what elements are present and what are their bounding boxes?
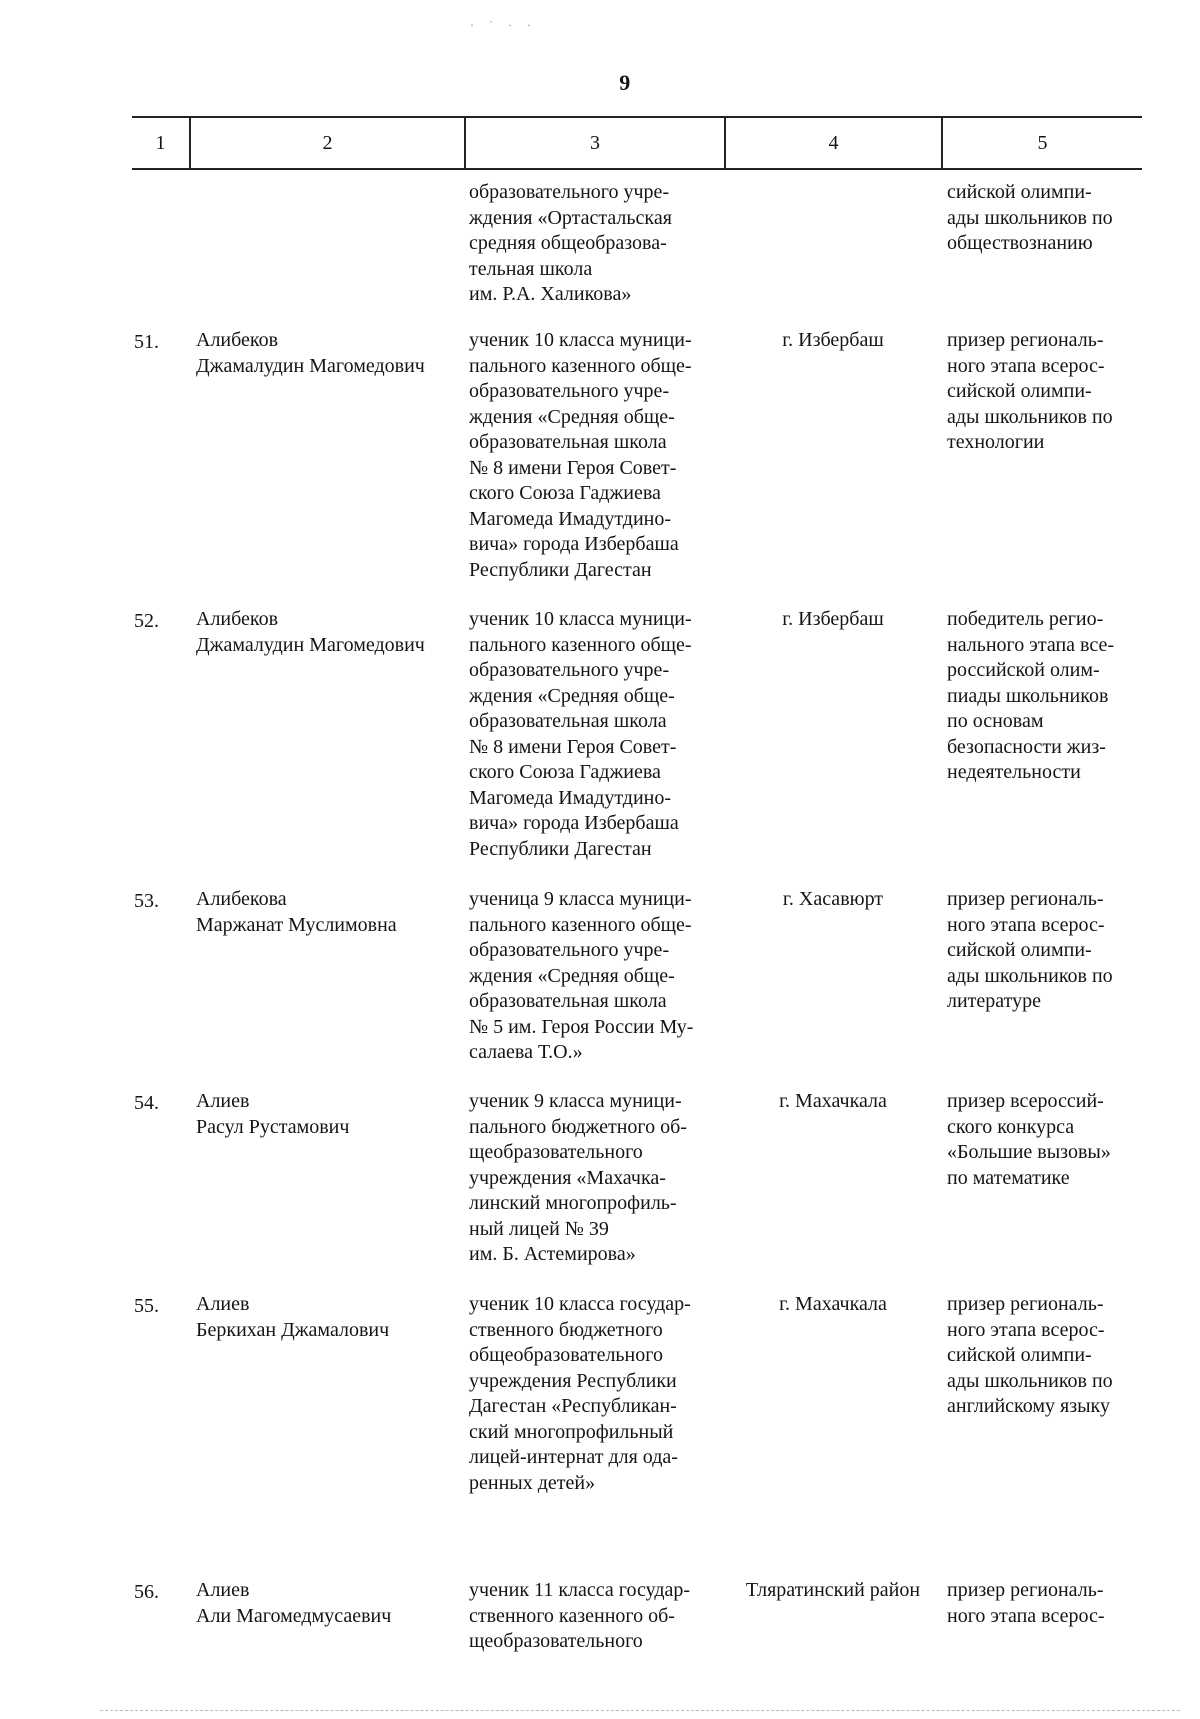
line: № 8 имени Героя Совет- (469, 735, 677, 758)
line: призер региональ- (947, 1293, 1104, 1315)
line: ученик 10 класса муници- (469, 608, 692, 630)
line: Магомеда Имадутдино- (469, 786, 672, 809)
line: по математике (947, 1166, 1070, 1189)
scan-specks: · ˙ · · (470, 18, 537, 32)
line: по основам (947, 710, 1044, 732)
organization (469, 607, 719, 862)
award (947, 328, 1138, 456)
line: сийской олимпи- (947, 1344, 1092, 1366)
line: ады школьников по (947, 1369, 1113, 1392)
line: ждения «Средняя обще- (469, 964, 675, 987)
line: ады школьников по (947, 964, 1113, 987)
line: ского конкурса (947, 1115, 1075, 1138)
organization (469, 1578, 719, 1655)
line: Джамалудин Магомедович (196, 633, 425, 656)
line: пального бюджетного об- (469, 1115, 687, 1138)
row-number: 55. (134, 1295, 159, 1317)
line: Республики Дагестан (469, 558, 652, 581)
line: обществознанию (947, 232, 1093, 254)
line: недеятельности (947, 761, 1081, 783)
row-number: 56. (134, 1581, 159, 1603)
line: ственного бюджетного (469, 1318, 663, 1341)
award (947, 607, 1138, 786)
location: г. Избербаш (782, 608, 884, 630)
location: г. Избербаш (782, 329, 884, 351)
line: английскому языку (947, 1395, 1110, 1417)
line: ный лицей № 39 (469, 1217, 609, 1240)
row-number: 51. (134, 331, 159, 353)
line: Магомеда Имадутдино- (469, 507, 672, 530)
line: Дагестан «Республикан- (469, 1395, 677, 1417)
line: ного этапа всерос- (947, 354, 1105, 377)
line: сийской олимпи- (947, 380, 1092, 402)
location: г. Махачкала (779, 1293, 887, 1315)
line: пального казенного обще- (469, 633, 692, 656)
line: образовательного учре- (469, 939, 670, 961)
line: ждения «Ортастальская (469, 206, 672, 229)
line: образовательного учре- (469, 380, 670, 402)
line: сийской олимпи- (947, 181, 1092, 203)
line: «Большие вызовы» (947, 1141, 1111, 1163)
line: ственного казенного об- (469, 1604, 675, 1627)
line: призер всероссий- (947, 1090, 1104, 1112)
line: ского Союза Гаджиева (469, 482, 661, 504)
line: нального этапа все- (947, 633, 1115, 656)
line: щеобразовательного (469, 1630, 643, 1652)
column-header-5: 5 (1037, 132, 1048, 154)
line: им. Б. Астемирова» (469, 1243, 636, 1265)
row-number: 53. (134, 890, 159, 912)
line: ученик 10 класса государ- (469, 1293, 691, 1315)
person-name (196, 328, 461, 379)
line: образовательная школа (469, 710, 667, 732)
line: средняя общеобразова- (469, 232, 667, 254)
line: Беркихан Джамалович (196, 1318, 390, 1341)
organization (469, 1292, 719, 1496)
line: щеобразовательного (469, 1141, 643, 1163)
award (947, 1578, 1138, 1629)
line: образовательного учре- (469, 181, 670, 203)
line: ждения «Средняя обще- (469, 405, 675, 428)
line: Али Магомедмусаевич (196, 1604, 392, 1627)
line: им. Р.А. Халикова» (469, 283, 632, 305)
line: Джамалудин Магомедович (196, 354, 425, 377)
organization (469, 1089, 719, 1268)
line: ренных детей» (469, 1471, 596, 1494)
person-name (196, 887, 461, 938)
line: Алибеков (196, 329, 279, 351)
line: победитель регио- (947, 608, 1104, 630)
line: Алибекова (196, 888, 287, 910)
line: ский многопрофильный (469, 1420, 674, 1443)
person-name (196, 1578, 461, 1629)
line: ного этапа всерос- (947, 913, 1105, 936)
award (947, 1292, 1138, 1420)
line: призер региональ- (947, 329, 1104, 351)
organization (469, 887, 719, 1066)
page-number: 9 (619, 70, 631, 95)
column-header-2: 2 (322, 132, 333, 154)
scan-edge (100, 1710, 1180, 1711)
line: Алиев (196, 1293, 250, 1315)
line: общеобразовательного (469, 1344, 663, 1366)
line: Республики Дагестан (469, 837, 652, 860)
line: ученик 9 класса муници- (469, 1090, 682, 1112)
line: ученик 10 класса муници- (469, 329, 692, 351)
line: ученица 9 класса муници- (469, 888, 692, 910)
line: вича» города Избербаша (469, 812, 679, 834)
line: призер региональ- (947, 888, 1104, 910)
line: российской олим- (947, 659, 1100, 681)
line: пального казенного обще- (469, 354, 692, 377)
line: сийской олимпи- (947, 939, 1092, 961)
column-header-1: 1 (155, 132, 166, 154)
line: учреждения Республики (469, 1369, 677, 1392)
line: Алибеков (196, 608, 279, 630)
location: Тляратинский район (745, 1579, 921, 1601)
line: Алиев (196, 1579, 250, 1601)
line: ждения «Средняя обще- (469, 684, 675, 707)
award (947, 1089, 1138, 1191)
line: учреждения «Махачка- (469, 1166, 666, 1189)
line: образовательная школа (469, 431, 667, 453)
award (947, 887, 1138, 1015)
line: линский многопрофиль- (469, 1192, 677, 1214)
line: образовательного учре- (469, 659, 670, 681)
line: ады школьников по (947, 405, 1113, 428)
line: № 5 им. Героя России Му- (469, 1015, 694, 1038)
line: пального казенного обще- (469, 913, 692, 936)
line: ады школьников по (947, 206, 1113, 229)
continuation-award (947, 180, 1138, 257)
line: технологии (947, 431, 1045, 453)
person-name (196, 1089, 461, 1140)
column-header-4: 4 (828, 132, 839, 154)
line: вича» города Избербаша (469, 533, 679, 555)
line: салаева Т.О.» (469, 1041, 583, 1063)
line: Маржанат Муслимовна (196, 913, 397, 936)
person-name (196, 607, 461, 658)
line: лицей-интернат для ода- (469, 1446, 678, 1468)
row-number: 54. (134, 1092, 159, 1114)
row-number: 52. (134, 610, 159, 632)
line: Расул Рустамович (196, 1115, 350, 1138)
line: ученик 11 класса государ- (469, 1579, 691, 1601)
line: № 8 имени Героя Совет- (469, 456, 677, 479)
line: Алиев (196, 1090, 250, 1112)
location: г. Махачкала (779, 1090, 887, 1112)
line: призер региональ- (947, 1579, 1104, 1601)
line: ного этапа всерос- (947, 1604, 1105, 1627)
table-header (132, 116, 1142, 170)
continuation-org (469, 180, 719, 308)
line: безопасности жиз- (947, 735, 1106, 758)
line: образовательная школа (469, 990, 667, 1012)
person-name (196, 1292, 461, 1343)
line: тельная школа (469, 257, 593, 280)
line: ского Союза Гаджиева (469, 761, 661, 783)
column-header-3: 3 (590, 132, 600, 154)
line: литературе (947, 990, 1042, 1012)
organization (469, 328, 719, 583)
location: г. Хасавюрт (782, 888, 884, 910)
line: пиады школьников (947, 684, 1109, 707)
line: ного этапа всерос- (947, 1318, 1105, 1341)
